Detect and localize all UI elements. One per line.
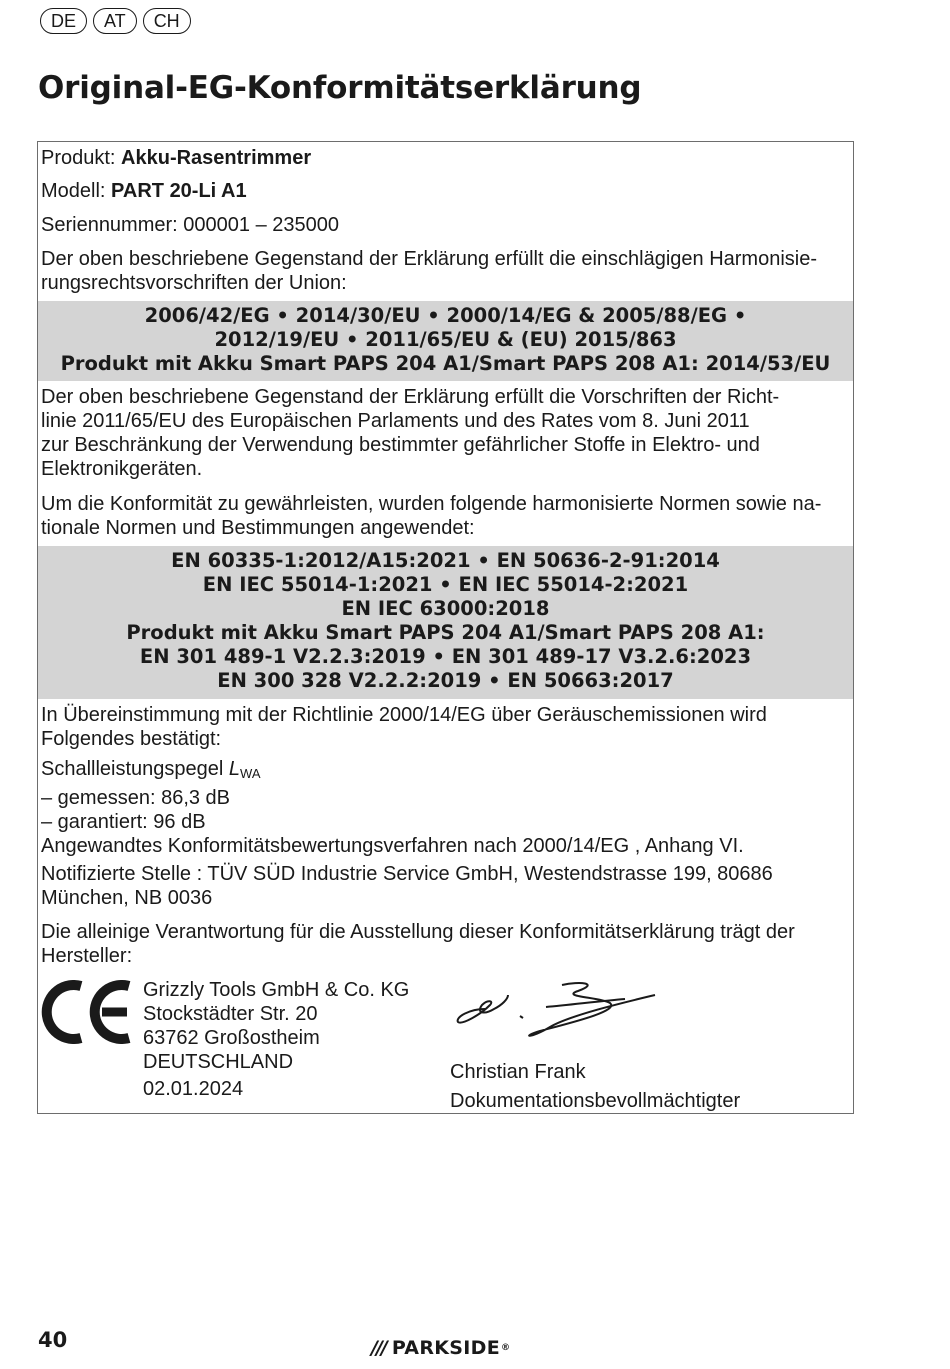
text-line: zur Beschränkung der Verwendung bestimmter gefährlicher Stoffe in Elektro- und [41, 434, 760, 456]
manufacturer-name: Grizzly Tools GmbH & Co. KG [143, 979, 410, 1001]
text-line: München, NB 0036 [41, 887, 213, 909]
text-line: linie 2011/65/EU des Europäischen Parlaments und des Rates vom 8. Juni 2011 [41, 410, 750, 432]
manufacturer-street: Stockstädter Str. 20 [143, 1003, 318, 1025]
norm-line: EN IEC 55014-1:2021 • EN IEC 55014-2:2021 [202, 573, 689, 596]
declaration-date: 02.01.2024 [143, 1078, 244, 1100]
brand-name: PARKSIDE [391, 1337, 500, 1359]
country-badge-at: AT [93, 8, 137, 34]
directive-line: 2006/42/EG • 2014/30/EU • 2000/14/EG & 2005/88/EG • [144, 304, 747, 327]
manufacturer-country: DEUTSCHLAND [143, 1051, 294, 1073]
procedure-line: Angewandtes Konformitätsbewertungsverfahren nach 2000/14/EG , Anhang VI. [41, 835, 744, 857]
directive-line: 2012/19/EU • 2011/65/EU & (EU) 2015/863 [214, 328, 677, 351]
noise-paragraph [41, 703, 847, 751]
text-line: In Übereinstimmung mit der Richtlinie 2000/14/EG über Geräuschemissionen wird [41, 704, 767, 726]
rohs-paragraph [41, 385, 847, 481]
page-number: 40 [38, 1328, 68, 1352]
signature-icon [450, 979, 660, 1049]
text-line: Elektronikgeräten. [41, 458, 203, 480]
sound-guaranteed: – garantiert: 96 dB [41, 811, 206, 833]
directives-band [38, 301, 853, 381]
intro-paragraph [41, 247, 847, 295]
sound-measured: – gemessen: 86,3 dB [41, 787, 231, 809]
country-badge-de: DE [40, 8, 87, 34]
manufacturer-address [143, 978, 409, 1101]
directive-line: Produkt mit Akku Smart PAPS 204 A1/Smart PAPS 208 A1: 2014/53/EU [60, 352, 831, 375]
signer-role: Dokumentationsbevollmächtigter [450, 1090, 741, 1112]
text-line: Um die Konformität zu gewährleisten, wurden folgende harmonisierte Normen sowie na- [41, 493, 822, 515]
page-title: Original-EG-Konformitätserklärung [38, 70, 642, 106]
product-line [41, 146, 847, 170]
text-line: Notifizierte Stelle : TÜV SÜD Industrie Service GmbH, Westendstrasse 199, 80686 [41, 863, 773, 885]
signer-name: Christian Frank [450, 1061, 586, 1083]
notified-body-paragraph [41, 862, 847, 910]
norm-line: EN 301 489-1 V2.2.3:2019 • EN 301 489-17 V3.2.6:2023 [139, 645, 752, 668]
text-line: tionale Normen und Bestimmungen angewendet: [41, 517, 475, 539]
sound-power-label [41, 757, 847, 786]
country-codes [40, 8, 191, 34]
text-line: Hersteller: [41, 945, 133, 967]
text-line: Folgendes bestätigt: [41, 728, 222, 750]
norm-line: EN 300 328 V2.2.2:2019 • EN 50663:2017 [217, 669, 674, 692]
norms-band [38, 546, 853, 699]
norms-intro-paragraph [41, 492, 847, 540]
model-line [41, 179, 847, 203]
model-label: Modell: [41, 180, 106, 202]
text-line: Die alleinige Verantwortung für die Ausstellung dieser Konformitätserklärung trägt der [41, 921, 795, 943]
sound-power-text: Schallleistungspegel [41, 758, 229, 780]
sound-power-block [41, 757, 847, 834]
model-value: PART 20-Li A1 [111, 180, 247, 202]
brand-slashes: /// [371, 1337, 386, 1359]
signer-block [450, 1058, 740, 1116]
declaration-box [37, 141, 854, 1114]
product-label: Produkt: [41, 147, 116, 169]
responsibility-paragraph [41, 920, 847, 968]
norm-line: EN 60335-1:2012/A15:2021 • EN 50636-2-91:2014 [171, 549, 720, 572]
brand-logo [371, 1337, 510, 1359]
sound-symbol-sub: WA [240, 766, 261, 781]
text-line: rungsrechtsvorschriften der Union: [41, 272, 347, 294]
country-badge-ch: CH [143, 8, 191, 34]
norm-line: Produkt mit Akku Smart PAPS 204 A1/Smart PAPS 208 A1: [126, 621, 765, 644]
serial-number: Seriennummer: 000001 – 235000 [41, 214, 339, 236]
sound-symbol: L [228, 758, 241, 780]
manufacturer-city: 63762 Großostheim [143, 1027, 320, 1049]
norm-line: EN IEC 63000:2018 [341, 597, 550, 620]
ce-mark-icon [41, 980, 133, 1044]
brand-registered: ® [500, 1343, 511, 1353]
text-line: Der oben beschriebene Gegenstand der Erklärung erfüllt die einschlägigen Harmonisie- [41, 248, 818, 270]
product-value: Akku-Rasentrimmer [121, 147, 312, 169]
text-line: Der oben beschriebene Gegenstand der Erklärung erfüllt die Vorschriften der Richt- [41, 386, 780, 408]
